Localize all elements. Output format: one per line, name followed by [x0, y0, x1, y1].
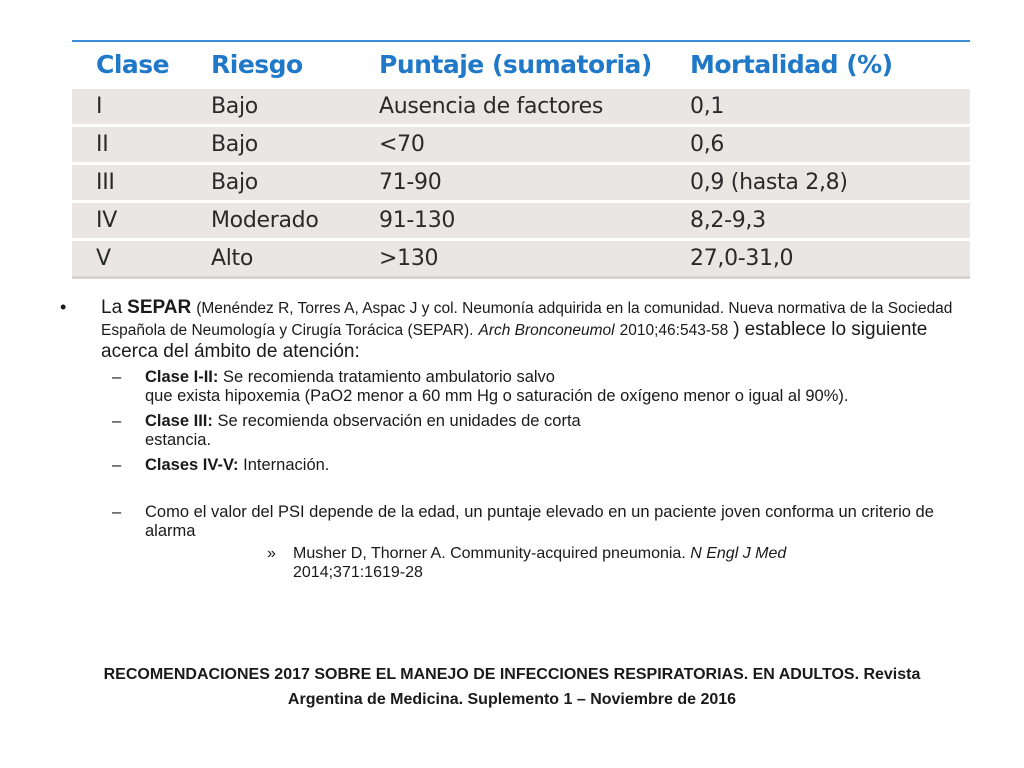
cell-riesgo: Alto — [187, 240, 355, 278]
footer-source — [60, 662, 964, 712]
cell-clase: II — [72, 126, 187, 164]
list-item — [60, 456, 970, 475]
cell-mortalidad: 8,2-9,3 — [666, 202, 970, 240]
separ-bullet — [60, 297, 970, 362]
item-label: Clase I-II: — [145, 368, 219, 386]
item-text: Se recomienda tratamiento ambulatorio salvo — [222, 368, 555, 386]
reference-item — [60, 544, 970, 582]
separ-label: SEPAR — [127, 297, 192, 318]
list-item — [60, 412, 970, 450]
item-text: Se recomienda observación en unidades de corta — [217, 412, 581, 430]
reference-journal: N Engl J Med — [690, 545, 787, 562]
reference-authors: Musher D, Thorner A. Community-acquired pneumonia. — [293, 545, 686, 562]
item-label: Clases IV-V: — [145, 456, 239, 474]
note-text: Como el valor del PSI depende de la edad, un puntaje elevado en un paciente joven conforma un criterio de alarma — [145, 503, 934, 540]
cell-puntaje: Ausencia de factores — [355, 88, 666, 126]
bullet-dot: • — [60, 297, 67, 317]
note-item — [60, 503, 970, 541]
col-header-clase: Clase — [96, 49, 170, 79]
reference-tail: 2014;371:1619-28 — [293, 564, 423, 581]
col-header-riesgo: Riesgo — [211, 49, 303, 79]
dash-marker: – — [112, 456, 122, 474]
table-row — [72, 164, 970, 202]
citation-ref: 2010;46:543-58 — [619, 322, 729, 339]
footer-line-2: Argentina de Medicina. Suplemento 1 – Noviembre de 2016 — [287, 691, 737, 708]
table-row — [72, 126, 970, 164]
item-label: Clase III: — [145, 412, 213, 430]
cell-clase: IV — [72, 202, 187, 240]
cell-clase: V — [72, 240, 187, 278]
cell-puntaje: <70 — [355, 126, 666, 164]
table-row — [72, 202, 970, 240]
table-header-row — [72, 42, 970, 88]
cell-mortalidad: 27,0-31,0 — [666, 240, 970, 278]
list-item — [60, 368, 970, 406]
cell-riesgo: Bajo — [187, 88, 355, 126]
citation-journal: Arch Bronconeumol — [478, 322, 615, 339]
item-text-cont: estancia. — [145, 431, 212, 449]
slide-body — [60, 297, 970, 582]
psi-risk-table-container — [72, 40, 970, 279]
item-text-cont: que exista hipoxemia (PaO2 menor a 60 mm Hg o saturación de oxígeno menor o igual al 90%). — [145, 387, 849, 405]
raquo-marker: » — [267, 545, 276, 562]
item-text: Internación. — [243, 456, 330, 474]
col-header-puntaje: Puntaje (sumatoria) — [379, 49, 652, 79]
cell-puntaje: 71-90 — [355, 164, 666, 202]
cell-riesgo: Bajo — [187, 126, 355, 164]
cell-mortalidad: 0,9 (hasta 2,8) — [666, 164, 970, 202]
dash-marker: – — [112, 503, 122, 521]
table-row — [72, 240, 970, 278]
citation-text: (Menéndez R, Torres A, Aspac J y col. Neumonía adquirida en la comunidad. Nueva normativa de la Sociedad Española de Neumología y Cirugía Torácica (SEPAR). — [101, 300, 953, 339]
cell-puntaje: 91-130 — [355, 202, 666, 240]
citation-close: ) — [733, 319, 740, 340]
dash-marker: – — [112, 412, 122, 430]
cell-puntaje: >130 — [355, 240, 666, 278]
psi-risk-table — [72, 42, 970, 279]
footer-line-1: RECOMENDACIONES 2017 SOBRE EL MANEJO DE INFECCIONES RESPIRATORIAS. EN ADULTOS. Revista — [103, 666, 921, 683]
cell-riesgo: Bajo — [187, 164, 355, 202]
cell-clase: III — [72, 164, 187, 202]
cell-mortalidad: 0,1 — [666, 88, 970, 126]
dash-marker: – — [112, 368, 122, 386]
cell-mortalidad: 0,6 — [666, 126, 970, 164]
lead-word: La — [101, 297, 123, 318]
cell-clase: I — [72, 88, 187, 126]
col-header-mortalidad: Mortalidad (%) — [690, 49, 893, 79]
intro-text: establece lo siguiente acerca del ámbito de atención: — [101, 319, 928, 362]
cell-riesgo: Moderado — [187, 202, 355, 240]
table-row — [72, 88, 970, 126]
